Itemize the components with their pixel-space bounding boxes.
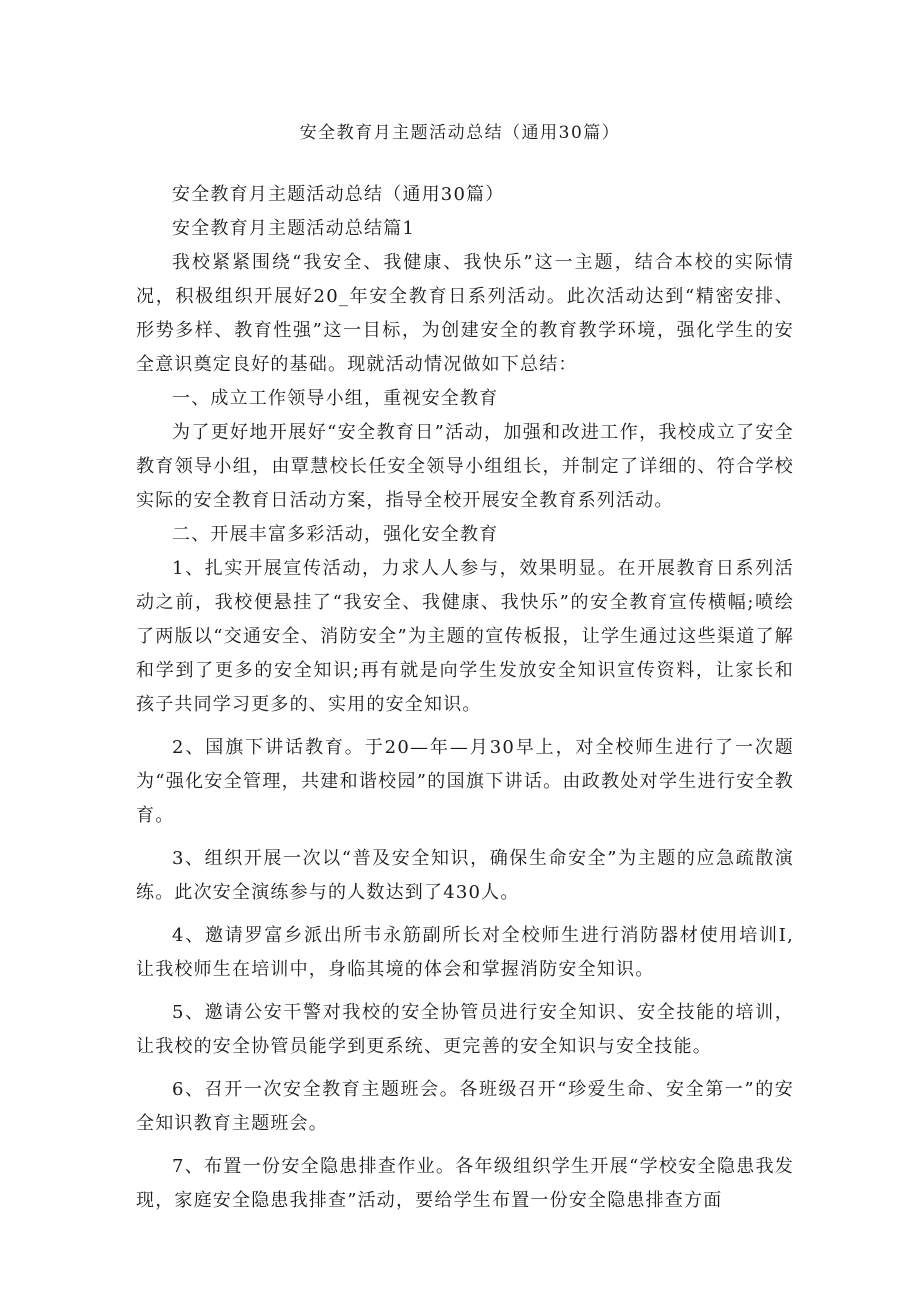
- paragraph: 1、扎实开展宣传活动，力求人人参与，效果明显。在开展教育日系列活动之前，我校便悬挂了“我安全、我健康、我快乐”的安全教育宣传横幅;喷绘了两版以“交通安全、消防安全”为主题的宣传板报，让学生通过这些渠道了解和学到了更多的安全知识;再有就是向学生发放安全知识宣传资料，让家长和孩子共同学习更多的、实用的安全知识。: [136, 558, 794, 715]
- section-heading: 一、成立工作领导小组，重视安全教育: [172, 388, 499, 409]
- paragraph: 2、国旗下讲话教育。于20—年—月30早上，对全校师生进行了一次题为“强化安全管理，共建和谐校园”的国旗下讲话。由政教处对学生进行安全教育。: [136, 737, 794, 826]
- paragraph: 6、召开一次安全教育主题班会。各班级召开“珍爱生命、安全第一”的安全知识教育主题班会。: [136, 1079, 794, 1134]
- section-heading: 安全教育月主题活动总结篇1: [172, 218, 416, 239]
- paragraph: 5、邀请公安干警对我校的安全协管员进行安全知识、安全技能的培训，让我校的安全协管员能学到更系统、更完善的安全知识与安全技能。: [136, 1002, 794, 1057]
- paragraph: 为了更好地开展好“安全教育日”活动，加强和改进工作，我校成立了安全教育领导小组，由覃慧校长任安全领导小组组长，并制定了详细的、符合学校实际的安全教育日活动方案，指导全校开展安全教育系列活动。: [136, 422, 794, 511]
- paragraph: 安全教育月主题活动总结（通用30篇）: [172, 184, 505, 205]
- document-title: 安全教育月主题活动总结（通用30篇）: [299, 123, 621, 143]
- document-body: [136, 178, 794, 1218]
- paragraph: 3、组织开展一次以“普及安全知识，确保生命安全”为主题的应急疏散演练。此次安全演练参与的人数达到了430人。: [136, 848, 794, 903]
- paragraph: 4、邀请罗富乡派出所韦永筋副所长对全校师生进行消防器材使用培训I,让我校师生在培训中，身临其境的体会和掌握消防安全知识。: [136, 925, 794, 980]
- paragraph: 7、布置一份安全隐患排查作业。各年级组织学生开展“学校安全隐患我发现，家庭安全隐患我排查”活动，要给学生布置一份安全隐患排查方面: [136, 1156, 794, 1211]
- paragraph: 我校紧紧围绕“我安全、我健康、我快乐”这一主题，结合本校的实际情况，积极组织开展好20_年安全教育日系列活动。此次活动达到“精密安排、形势多样、教育性强”这一目标，为创建安全的教育教学环境，强化学生的安全意识奠定良好的基础。现就活动情况做如下总结：: [136, 252, 794, 375]
- section-heading: 二、开展丰富多彩活动，强化安全教育: [172, 524, 499, 545]
